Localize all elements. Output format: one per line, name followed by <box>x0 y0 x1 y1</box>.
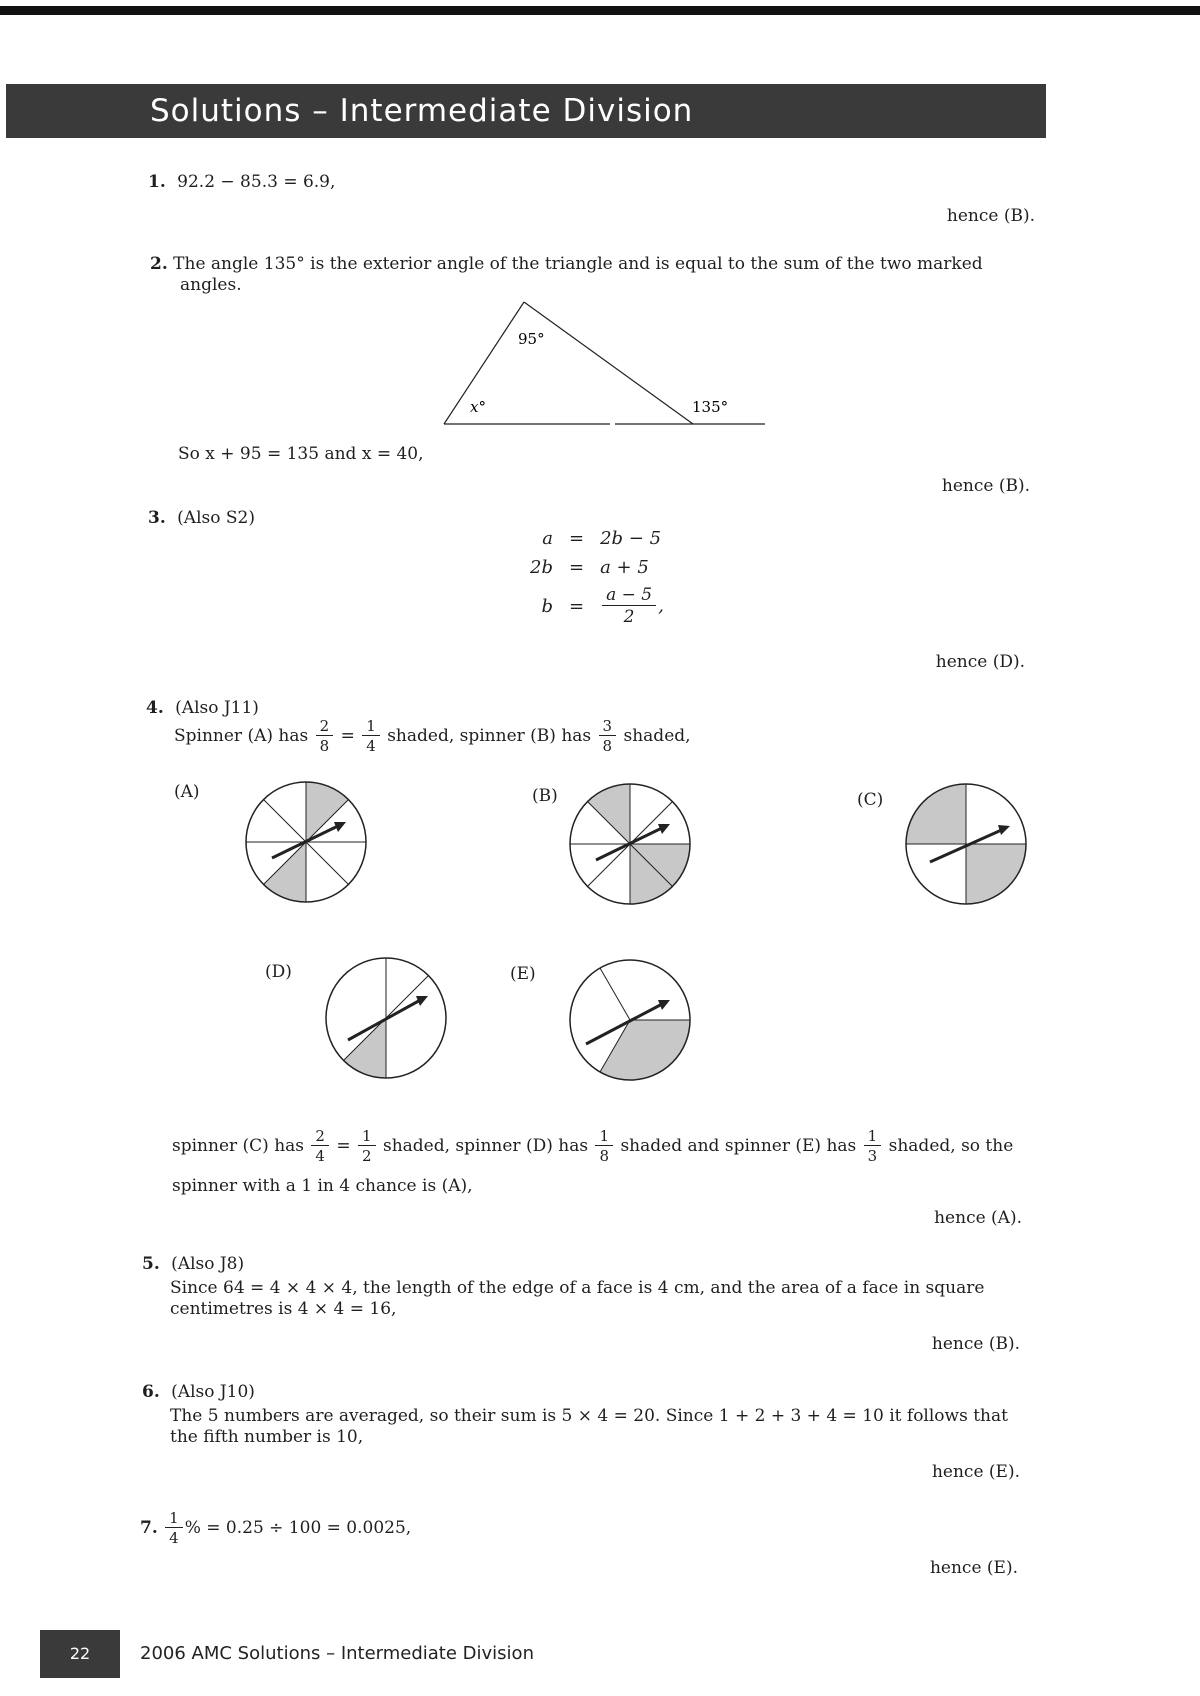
q1-text: 92.2 − 85.3 = 6.9, <box>177 172 336 192</box>
q2-conclusion: So x + 95 = 135 and x = 40, <box>178 444 424 464</box>
fraction <box>360 1128 374 1165</box>
frac-den: 2 <box>362 1147 372 1165</box>
fraction <box>866 1128 880 1165</box>
spinner-b <box>566 780 694 908</box>
shaded-sector <box>588 784 630 844</box>
angle-95-label: 95° <box>518 330 545 348</box>
q5-body <box>170 1278 1050 1320</box>
q3-lhs: b <box>541 596 553 617</box>
q3-rhs: 2b − 5 <box>600 528 662 549</box>
q3-note: (Also S2) <box>177 508 255 528</box>
q7 <box>140 1510 411 1547</box>
spinner-d-label: (D) <box>265 962 292 982</box>
shaded-sector <box>306 782 348 842</box>
divider <box>600 968 630 1020</box>
spinner-d <box>322 954 450 1082</box>
frac-num: 1 <box>867 1127 878 1145</box>
fraction <box>313 1128 327 1165</box>
q4-note: (Also J11) <box>175 698 259 718</box>
q5-line2: centimetres is 4 × 4 = 16, <box>170 1299 397 1319</box>
q3-lhs: a <box>542 528 553 549</box>
page-title: Solutions – Intermediate Division <box>150 93 694 129</box>
footer-title: 2006 AMC Solutions – Intermediate Division <box>140 1643 534 1664</box>
q3-hence: hence (D). <box>935 652 1025 672</box>
frac-den: 4 <box>366 737 376 755</box>
angle-x-label: x° <box>470 398 486 416</box>
angle-135-label: 135° <box>692 398 729 416</box>
q3-rel: = <box>568 557 585 578</box>
q3-eq-row <box>522 524 672 553</box>
frac-den: 4 <box>169 1529 179 1547</box>
frac-num: 1 <box>599 1127 610 1145</box>
spinner-e-label: (E) <box>510 964 536 984</box>
spinner-b-label: (B) <box>532 786 558 806</box>
q4-l2d: shaded, so the <box>888 1136 1014 1156</box>
page-number: 22 <box>69 1644 91 1663</box>
q4-l2b: shaded, spinner (D) has <box>382 1136 589 1156</box>
q2 <box>150 254 1030 296</box>
q3-rhs-fraction <box>592 582 672 631</box>
fraction <box>167 1510 181 1547</box>
triangle-right-side <box>524 302 693 424</box>
q2-number: 2. <box>150 254 168 274</box>
frac-den: 8 <box>602 737 613 755</box>
q2-line1: The angle 135° is the exterior angle of the triangle and is equal to the sum of the two marked <box>173 254 983 274</box>
q3-number: 3. <box>148 508 166 528</box>
q5-line1: Since 64 = 4 × 4 × 4, the length of the edge of a face is 4 cm, and the area of a face in square <box>170 1278 985 1298</box>
shaded-sector <box>906 784 966 844</box>
q6-line1: The 5 numbers are averaged, so their sum is 5 × 4 = 20. Since 1 + 2 + 3 + 4 = 10 it follows that <box>170 1406 1008 1426</box>
spinner-c-label: (C) <box>857 790 884 810</box>
frac-num: 3 <box>602 717 613 735</box>
fraction <box>364 718 378 755</box>
q3-eq-row <box>522 582 672 631</box>
fraction <box>601 718 615 755</box>
q3-num: a − 5 <box>606 585 653 605</box>
q4-line1 <box>174 718 691 755</box>
q4-l1c: shaded, <box>623 726 691 746</box>
frac-num: 2 <box>319 717 330 735</box>
triangle-diagram <box>440 298 770 430</box>
frac-den: 8 <box>599 1147 610 1165</box>
frac-den: 3 <box>867 1147 878 1165</box>
frac-den: 4 <box>315 1147 325 1165</box>
shaded-sector <box>966 844 1026 904</box>
frac-num: 2 <box>315 1127 325 1145</box>
q1-number: 1. <box>148 172 166 192</box>
q3-equations <box>522 524 672 631</box>
equals-sign: = <box>336 1136 351 1156</box>
q3-rel: = <box>568 528 585 549</box>
q6 <box>142 1382 255 1402</box>
spinner-e <box>566 956 694 1084</box>
q5 <box>142 1254 244 1274</box>
arrow-head-icon <box>998 825 1010 835</box>
spinner-a <box>242 778 370 906</box>
q4-number: 4. <box>146 698 164 718</box>
q4-line2 <box>172 1128 1013 1165</box>
q1-hence: hence (B). <box>946 206 1035 226</box>
q4-l1a: Spinner (A) has <box>174 726 309 746</box>
q5-note: (Also J8) <box>171 1254 245 1274</box>
q7-number: 7. <box>140 1518 158 1538</box>
q4-l1b: shaded, spinner (B) has <box>387 726 592 746</box>
q6-note: (Also J10) <box>171 1382 255 1402</box>
q3-lhs: 2b <box>530 557 553 578</box>
q7-text: % = 0.25 ÷ 100 = 0.0025, <box>184 1518 412 1538</box>
q4-line3: spinner with a 1 in 4 chance is (A), <box>172 1176 473 1196</box>
q4 <box>146 698 259 718</box>
q3 <box>148 508 255 528</box>
top-rule <box>0 6 1200 15</box>
q3-rel: = <box>568 596 585 617</box>
q4-hence: hence (A). <box>934 1208 1022 1228</box>
q5-number: 5. <box>142 1254 160 1274</box>
q2-hence: hence (B). <box>941 476 1030 496</box>
q6-line2: the fifth number is 10, <box>170 1427 364 1447</box>
q3-eq-row <box>522 553 672 582</box>
frac-den: 8 <box>319 737 330 755</box>
equals-sign: = <box>340 726 355 746</box>
q2-line2: angles. <box>180 275 242 295</box>
q7-hence: hence (E). <box>929 1558 1018 1578</box>
spinner-c <box>902 780 1030 908</box>
spinner-a-label: (A) <box>174 782 200 802</box>
fraction <box>318 718 332 755</box>
q5-hence: hence (B). <box>931 1334 1020 1354</box>
q3-tail: , <box>658 595 664 617</box>
q3-rhs: a + 5 <box>600 557 649 578</box>
frac-num: 1 <box>362 1127 372 1145</box>
q1 <box>148 172 335 192</box>
frac-num: 1 <box>366 717 376 735</box>
fraction <box>597 1128 611 1165</box>
q4-l2c: shaded and spinner (E) has <box>620 1136 857 1156</box>
q6-number: 6. <box>142 1382 160 1402</box>
q3-den: 2 <box>623 607 635 627</box>
shaded-sector <box>344 1018 386 1078</box>
frac-num: 1 <box>169 1509 179 1527</box>
q4-l2a: spinner (C) has <box>172 1136 305 1156</box>
q6-body <box>170 1406 1050 1448</box>
q6-hence: hence (E). <box>931 1462 1020 1482</box>
